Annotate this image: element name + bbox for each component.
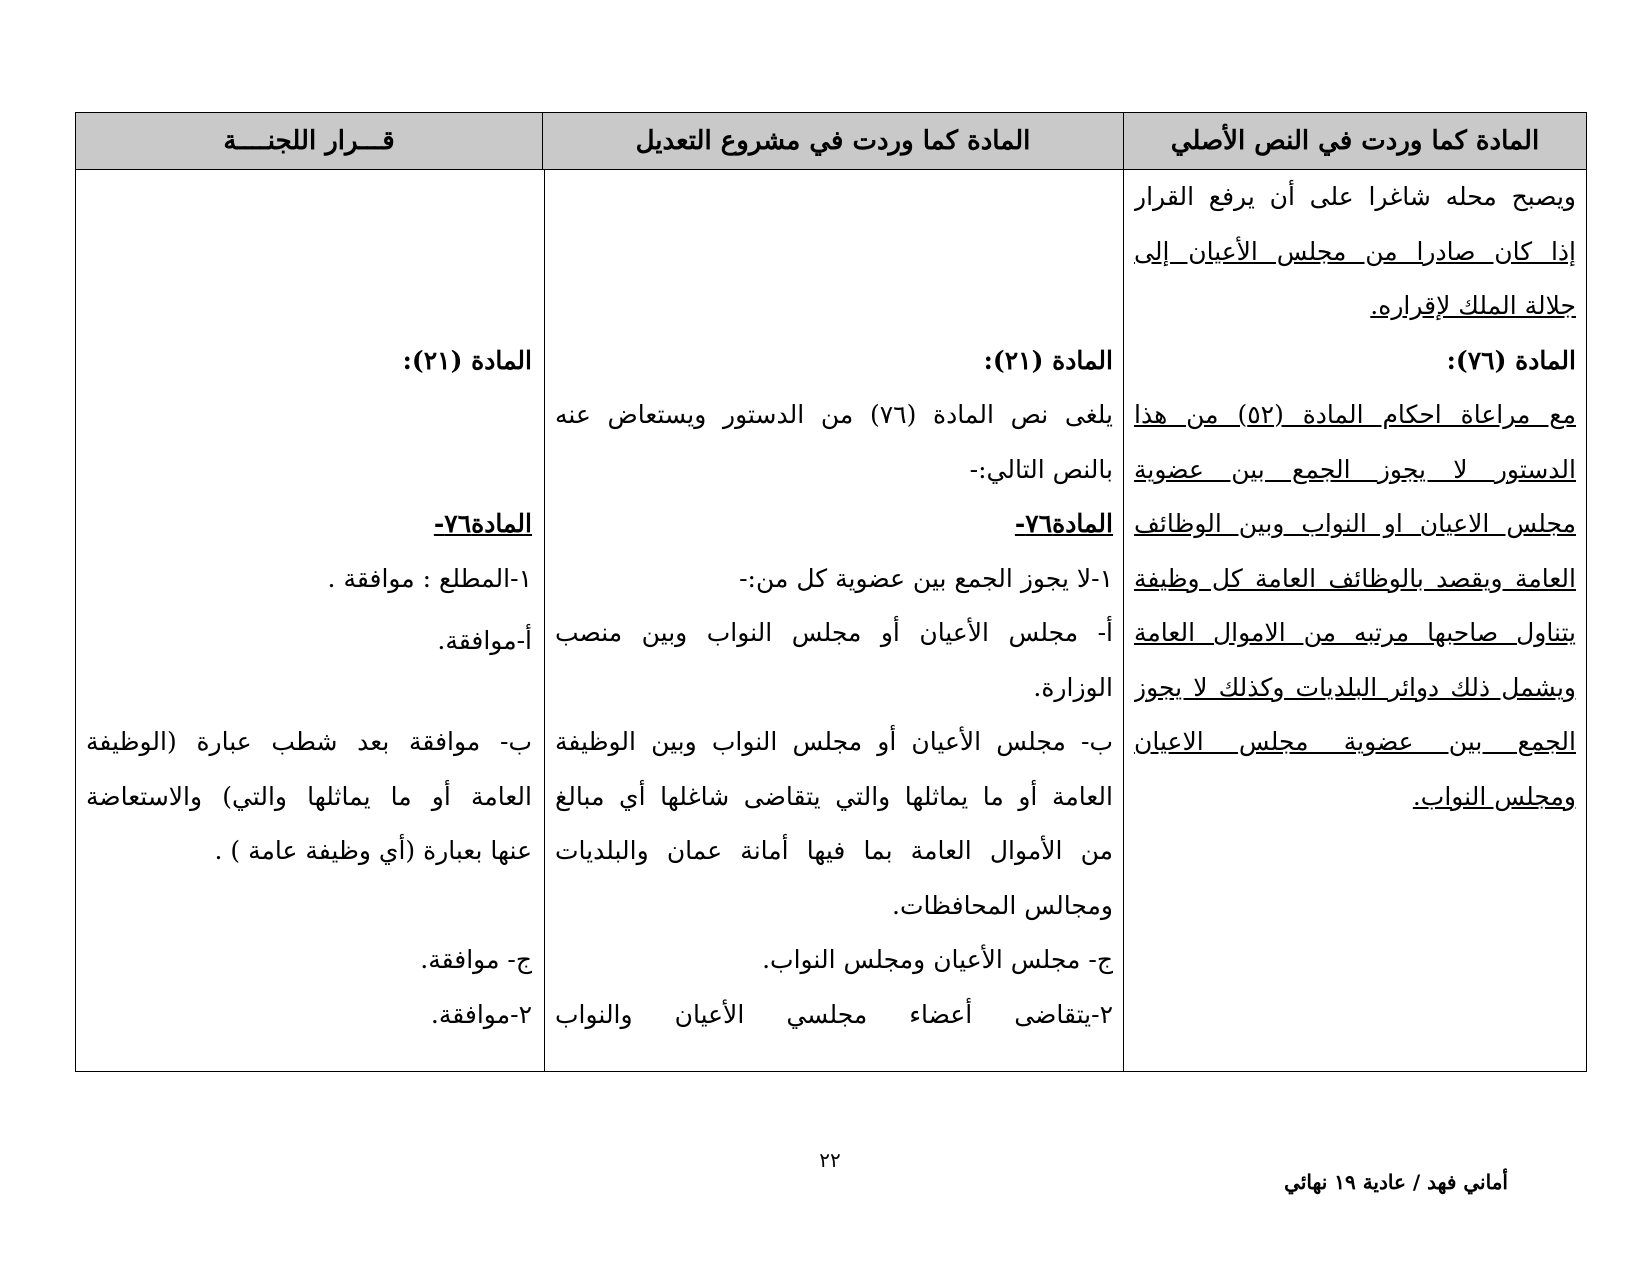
committee-line: العامة أو ما يماثلها والتي) والاستعاضة	[86, 781, 532, 811]
header-original-text: المادة كما وردت في النص الأصلي	[1170, 126, 1540, 156]
committee-line: أ-موافقة.	[437, 626, 532, 655]
original-line: ويصبح محله شاغرا على أن يرفع القرار	[1134, 182, 1576, 211]
page-number: ٢٢	[819, 1148, 841, 1172]
committee-article-heading: المادة (٢١):	[402, 345, 532, 375]
amendment-line: يلغى نص المادة (٧٦) من الدستور ويستعاض عنه	[555, 400, 1113, 429]
amendment-line: ب- مجلس الأعيان أو مجلس النواب وبين الوظيفة	[555, 727, 1113, 756]
original-line: مجلس الاعيان او النواب وبين الوظائف	[1134, 509, 1576, 538]
original-article-heading: المادة (٧٦):	[1446, 345, 1576, 375]
original-line: العامة ويقصد بالوظائف العامة كل وظيفة	[1134, 563, 1576, 593]
original-text-column	[1124, 170, 1586, 1071]
amendment-line: العامة أو ما يماثلها والتي يتقاضى شاغلها أي مبالغ	[555, 781, 1113, 811]
committee-article-title: المادة٧٦-	[433, 509, 532, 538]
original-line: مع مراعاة احكام المادة (٥٢) من هذا	[1134, 400, 1576, 429]
amendment-column	[544, 170, 1124, 1071]
original-line: الجمع بين عضوية مجلس الاعيان	[1134, 727, 1576, 756]
document-reference: أماني فهد / عادية ١٩ نهائي	[1284, 1170, 1508, 1194]
amendment-article-heading: المادة (٢١):	[983, 345, 1113, 375]
amendment-line: ١-لا يجوز الجمع بين عضوية كل من:-	[739, 563, 1113, 593]
original-line: الدستور لا يجوز الجمع بين عضوية	[1134, 454, 1576, 484]
amendment-line: من الأموال العامة بما فيها أمانة عمان والبلديات	[555, 836, 1113, 865]
original-line: ويشمل ذلك دوائر البلديات وكذلك لا يجوز	[1134, 672, 1576, 702]
comparison-table	[75, 112, 1587, 1072]
committee-line: عنها بعبارة (أي وظيفة عامة ) .	[214, 836, 532, 865]
original-line: يتناول صاحبها مرتبه من الاموال العامة	[1134, 618, 1576, 647]
original-line: إذا كان صادرا من مجلس الأعيان إلى	[1134, 236, 1576, 266]
committee-line: ج- موافقة.	[420, 945, 532, 974]
original-line: ومجلس النواب.	[1412, 781, 1576, 811]
amendment-article-title: المادة٧٦-	[1014, 509, 1113, 538]
committee-line: ١-المطلع : موافقة .	[327, 563, 532, 593]
header-amendment-text: المادة كما وردت في مشروع التعديل	[542, 113, 1124, 169]
amendment-line: ج- مجلس الأعيان ومجلس النواب.	[762, 945, 1113, 974]
amendment-line: ٢-يتقاضى أعضاء مجلسي الأعيان والنواب	[555, 999, 1113, 1029]
original-line: جلالة الملك لإقراره.	[1370, 291, 1576, 320]
amendment-line: الوزارة.	[1033, 672, 1113, 702]
table-header-row	[76, 113, 1586, 170]
header-committee-decision: قـــرار اللجنــــة	[223, 126, 395, 156]
amendment-line: ومجالس المحافظات.	[892, 890, 1113, 920]
committee-decision-column	[76, 170, 542, 1071]
committee-line: ٢-موافقة.	[430, 999, 532, 1029]
amendment-line: أ- مجلس الأعيان أو مجلس النواب وبين منصب	[555, 618, 1113, 647]
amendment-line: بالنص التالي:-	[969, 454, 1113, 484]
committee-line: ب- موافقة بعد شطب عبارة (الوظيفة	[86, 727, 532, 756]
